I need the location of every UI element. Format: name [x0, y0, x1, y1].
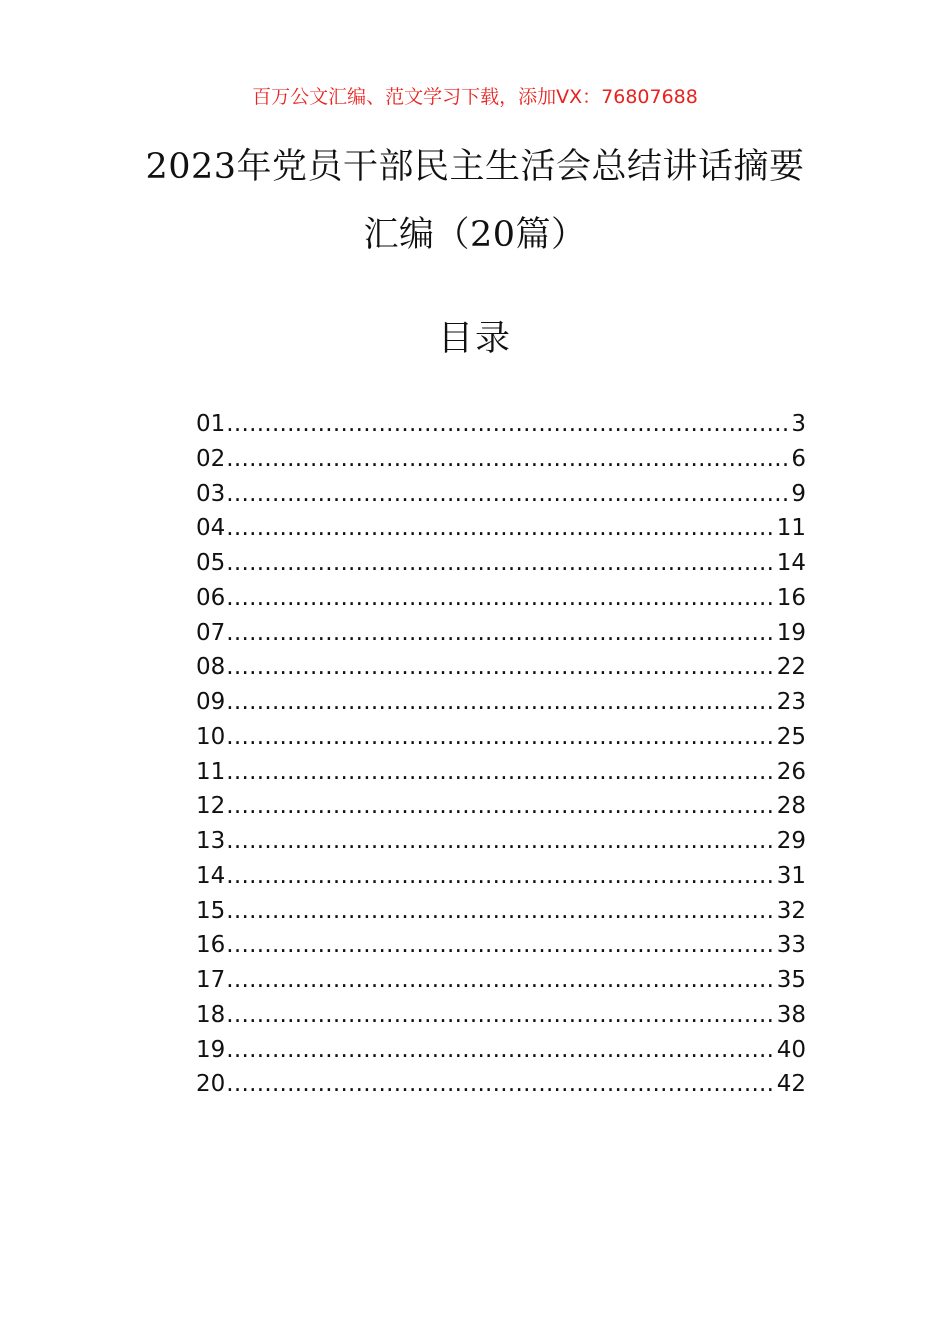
toc-entry[interactable] [196, 685, 806, 720]
toc-entry[interactable] [196, 720, 806, 755]
toc-dot-leader [226, 616, 775, 651]
toc-entry-page: 19 [776, 619, 806, 646]
table-of-contents [196, 407, 806, 1102]
toc-entry-number: 14 [196, 862, 226, 889]
toc-entry[interactable] [196, 824, 806, 859]
toc-dot-leader [226, 1067, 775, 1102]
toc-entry-page: 25 [776, 723, 806, 750]
toc-entry-page: 35 [776, 967, 806, 993]
toc-entry-page: 6 [791, 445, 806, 472]
toc-entry-number: 20 [196, 1071, 226, 1098]
toc-entry-page: 29 [776, 828, 806, 854]
toc-dot-leader [226, 894, 775, 929]
toc-entry-number: 17 [196, 967, 226, 993]
toc-entry-number: 06 [196, 584, 226, 611]
toc-dot-leader [226, 998, 775, 1033]
promo-banner: 百万公文汇编、范文学习下载，添加VX：76807688 [252, 86, 698, 108]
toc-entry-page: 38 [776, 1001, 806, 1028]
toc-dot-leader [226, 477, 790, 512]
toc-entry-number: 13 [196, 828, 226, 854]
toc-dot-leader [226, 720, 775, 755]
toc-entry-number: 11 [196, 758, 226, 785]
toc-dot-leader [226, 963, 775, 998]
toc-entry[interactable] [196, 511, 806, 546]
toc-heading: 目录 [437, 319, 512, 359]
toc-entry[interactable] [196, 789, 806, 824]
toc-dot-leader [226, 859, 775, 894]
toc-entry-number: 01 [196, 411, 226, 437]
toc-entry-page: 14 [776, 550, 806, 576]
toc-dot-leader [226, 928, 775, 963]
toc-entry-number: 16 [196, 932, 226, 959]
toc-entry-page: 33 [776, 932, 806, 959]
toc-entry[interactable] [196, 894, 806, 929]
document-title-line-2: 汇编（20篇） [363, 215, 587, 255]
toc-dot-leader [226, 789, 775, 824]
toc-dot-leader [226, 755, 775, 790]
toc-entry[interactable] [196, 477, 806, 512]
toc-entry-number: 08 [196, 654, 226, 681]
toc-entry-number: 15 [196, 897, 226, 924]
toc-entry-number: 12 [196, 793, 226, 820]
toc-entry[interactable] [196, 581, 806, 616]
document-title-line-1: 2023年党员干部民主生活会总结讲话摘要 [145, 147, 805, 187]
toc-entry-number: 07 [196, 619, 226, 646]
toc-entry-page: 40 [776, 1036, 806, 1063]
toc-entry-page: 11 [776, 515, 806, 542]
toc-entry-page: 9 [791, 480, 806, 507]
toc-entry-number: 02 [196, 445, 226, 472]
toc-entry-page: 32 [776, 897, 806, 924]
toc-dot-leader [226, 442, 790, 477]
toc-entry[interactable] [196, 998, 806, 1033]
toc-entry-page: 22 [776, 654, 806, 681]
toc-entry[interactable] [196, 1067, 806, 1102]
toc-entry[interactable] [196, 755, 806, 790]
toc-dot-leader [226, 1033, 775, 1068]
toc-entry-number: 09 [196, 689, 226, 715]
toc-entry-number: 18 [196, 1001, 226, 1028]
toc-entry[interactable] [196, 546, 806, 581]
toc-dot-leader [226, 511, 775, 546]
toc-dot-leader [226, 407, 790, 442]
toc-dot-leader [226, 546, 775, 581]
toc-entry[interactable] [196, 963, 806, 998]
toc-entry[interactable] [196, 442, 806, 477]
toc-dot-leader [226, 824, 775, 859]
toc-entry[interactable] [196, 859, 806, 894]
toc-dot-leader [226, 581, 775, 616]
toc-entry-page: 26 [776, 758, 806, 785]
toc-entry[interactable] [196, 650, 806, 685]
toc-entry[interactable] [196, 616, 806, 651]
toc-entry-number: 04 [196, 515, 226, 542]
toc-entry[interactable] [196, 1033, 806, 1068]
toc-entry[interactable] [196, 928, 806, 963]
toc-dot-leader [226, 650, 775, 685]
toc-entry[interactable] [196, 407, 806, 442]
toc-entry-number: 10 [196, 723, 226, 750]
toc-entry-page: 42 [776, 1071, 806, 1098]
toc-entry-page: 16 [776, 584, 806, 611]
toc-entry-page: 31 [776, 862, 806, 889]
toc-entry-page: 28 [776, 793, 806, 820]
toc-entry-number: 19 [196, 1036, 226, 1063]
toc-entry-page: 3 [791, 411, 806, 437]
toc-entry-number: 03 [196, 480, 226, 507]
toc-dot-leader [226, 685, 775, 720]
toc-entry-page: 23 [776, 689, 806, 715]
toc-entry-number: 05 [196, 550, 226, 576]
